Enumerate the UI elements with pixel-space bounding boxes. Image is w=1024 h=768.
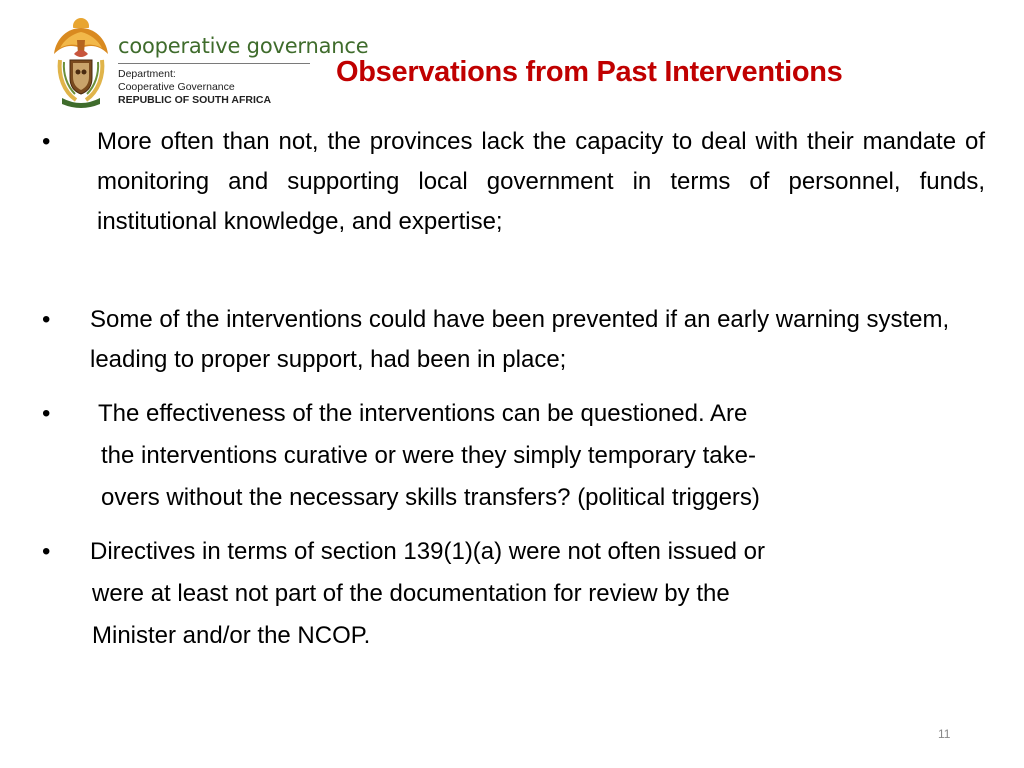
bullet-text-3-line-1: The effectiveness of the interventions can be questioned. Are <box>98 400 748 427</box>
brand-divider <box>118 63 310 64</box>
brand-name: cooperative governance <box>118 34 369 58</box>
bullet-text-4-line-2: were at least not part of the documentation for review by the <box>92 580 730 607</box>
department-text <box>118 68 271 107</box>
bullet-text-3-line-2: the interventions curative or were they simply temporary take- <box>101 442 756 469</box>
department-logo <box>50 14 369 114</box>
department-name: Cooperative Governance <box>118 81 235 93</box>
bullet-text-1: More often than not, the provinces lack the capacity to deal with their mandate of monitoring and supporting local government in terms of personnel, funds, institutional knowledge, and expertise; <box>97 128 985 235</box>
coat-of-arms-icon <box>50 14 112 110</box>
bullet-marker: • <box>42 306 51 333</box>
bullet-text-3-line-3: overs without the necessary skills transfers? (political triggers) <box>101 484 760 511</box>
slide-number: 11 <box>938 727 951 741</box>
slide-title: Observations from Past Interventions <box>336 56 843 88</box>
country-name: REPUBLIC OF SOUTH AFRICA <box>118 94 272 106</box>
department-label: Department: <box>118 68 176 80</box>
bullet-text-4-line-1: Directives in terms of section 139(1)(a) were not often issued or <box>90 538 765 565</box>
bullet-marker: • <box>42 400 51 427</box>
bullet-text-2: Some of the interventions could have been prevented if an early warning system, leading to proper support, had been in place; <box>90 306 950 373</box>
bullet-text-4-line-3: Minister and/or the NCOP. <box>92 622 371 649</box>
bullet-marker: • <box>42 128 51 155</box>
bullet-marker: • <box>42 538 51 565</box>
